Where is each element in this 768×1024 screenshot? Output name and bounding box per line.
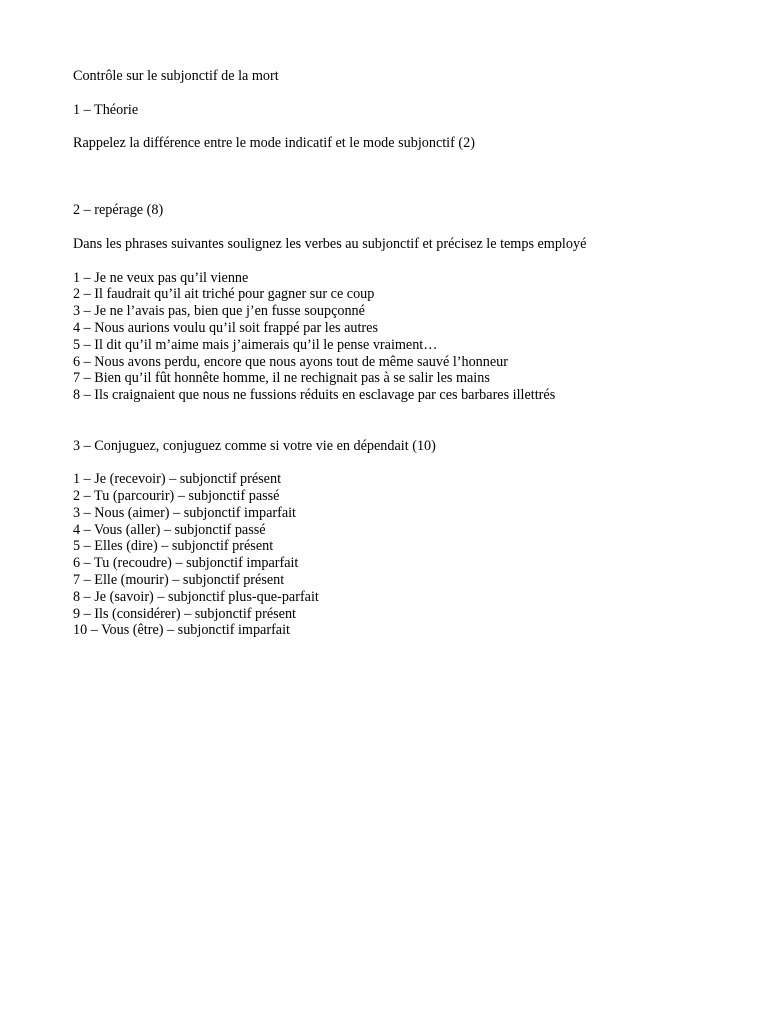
list-item: 5 – Il dit qu’il m’aime mais j’aimerais qu’il le pense vraiment… <box>73 336 438 353</box>
section1-heading: 1 – Théorie <box>73 101 139 118</box>
list-item: 8 – Ils craignaient que nous ne fussions réduits en esclavage par ces barbares illettrés <box>73 387 556 404</box>
answer-space <box>73 152 733 202</box>
document-title: Contrôle sur le subjonctif de la mort <box>73 68 279 84</box>
list-item: 4 – Nous aurions voulu qu’il soit frappé par les autres <box>73 319 378 336</box>
list-item: 2 – Tu (parcourir) – subjonctif passé <box>73 487 280 504</box>
spacer <box>73 219 733 236</box>
section2-heading: 2 – repérage (8) <box>73 202 164 219</box>
conjugation-list <box>73 471 733 639</box>
spacer <box>73 253 733 270</box>
spacer <box>73 85 733 102</box>
section3-heading: 3 – Conjuguez, conjuguez comme si votre vie en dépendait (10) <box>73 437 436 454</box>
list-item: 3 – Nous (aimer) – subjonctif imparfait <box>73 504 297 521</box>
section1-instruction: Rappelez la différence entre le mode indicatif et le mode subjonctif (2) <box>73 135 475 152</box>
list-item: 2 – Il faudrait qu’il ait triché pour gagner sur ce coup <box>73 286 375 303</box>
list-item: 6 – Tu (recoudre) – subjonctif imparfait <box>73 555 299 572</box>
list-item: 3 – Je ne l’avais pas, bien que j’en fusse soupçonné <box>73 303 365 320</box>
list-item: 1 – Je (recevoir) – subjonctif présent <box>73 471 282 488</box>
list-item: 10 – Vous (être) – subjonctif imparfait <box>73 622 290 639</box>
document-body <box>73 68 733 639</box>
spacer <box>73 454 733 471</box>
list-item: 5 – Elles (dire) – subjonctif présent <box>73 538 274 555</box>
list-item: 8 – Je (savoir) – subjonctif plus-que-parfait <box>73 588 319 605</box>
list-item: 7 – Elle (mourir) – subjonctif présent <box>73 571 285 588</box>
spacer <box>73 118 733 135</box>
sentence-list <box>73 270 733 404</box>
list-item: 9 – Ils (considérer) – subjonctif présent <box>73 605 296 622</box>
section2-instruction: Dans les phrases suivantes soulignez les verbes au subjonctif et précisez le temps employé <box>73 235 587 252</box>
list-item: 6 – Nous avons perdu, encore que nous ayons tout de même sauvé l’honneur <box>73 353 508 370</box>
list-item: 4 – Vous (aller) – subjonctif passé <box>73 521 266 538</box>
list-item: 1 – Je ne veux pas qu’il vienne <box>73 269 249 286</box>
list-item: 7 – Bien qu’il fût honnête homme, il ne rechignait pas à se salir les mains <box>73 370 490 387</box>
spacer <box>73 404 733 438</box>
